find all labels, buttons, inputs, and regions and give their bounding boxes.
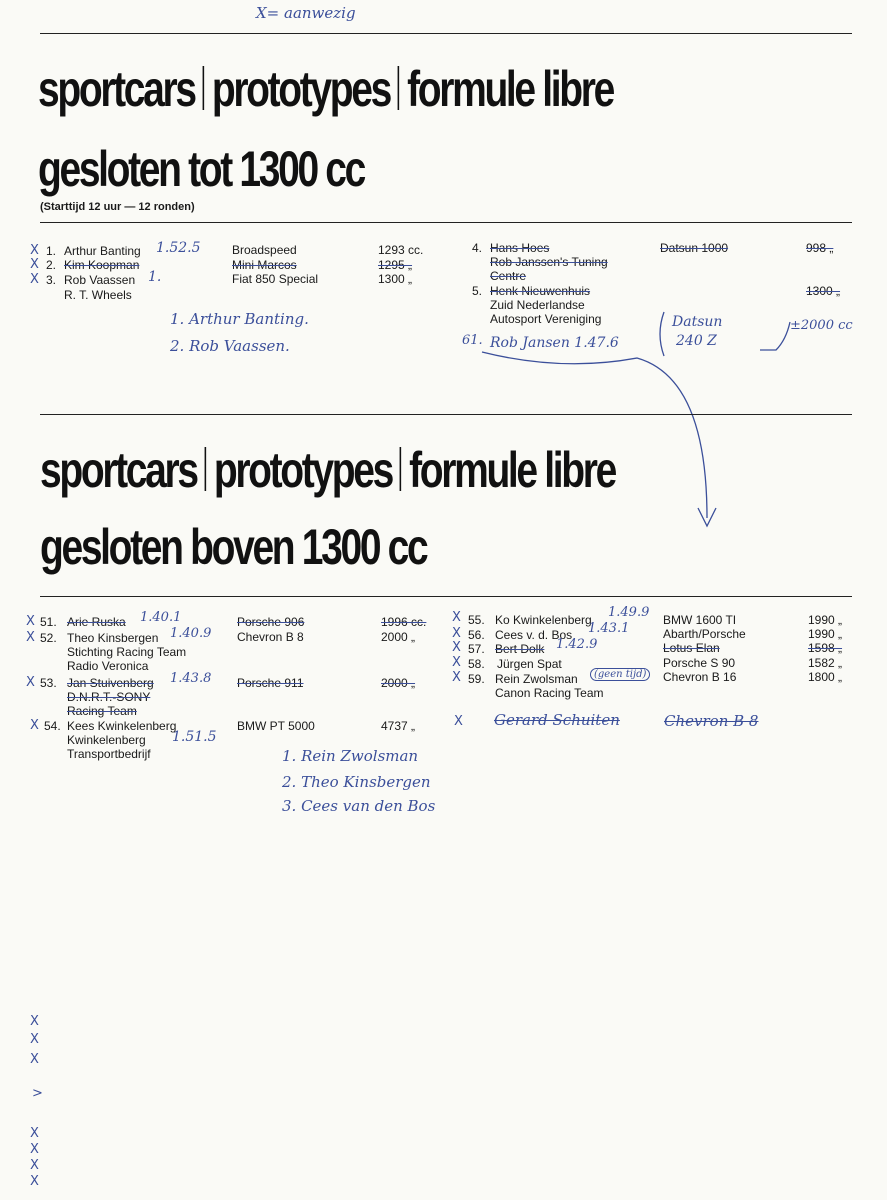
present-mark: X [452,655,461,670]
entry-car: BMW 1600 TI [663,613,737,627]
entry-cc: 1300 „ [378,272,413,286]
entry-driver: Cees v. d. Bos [495,628,573,642]
present-mark: X [26,630,35,645]
entry-car: Abarth/Porsche [663,627,746,641]
entry-number: 51. [40,615,57,629]
entry-car: Broadspeed [232,243,297,257]
present-mark: X [30,257,39,272]
entry-car: Datsun 1000 [660,241,729,255]
handwritten-time: 1.52.5 [156,240,201,256]
entry-number: 54. [44,719,61,733]
entry-driver: Hans Hoes [490,241,550,255]
entry-car: BMW PT 5000 [237,719,315,733]
entry-cc: 4737 „ [381,719,416,733]
entry-number: 59. [468,672,485,686]
title-part: formule libre [407,61,613,117]
entry-number: 56. [468,628,485,642]
entry-cc: 1582 „ [808,656,843,670]
entry-number: 58. [468,657,485,671]
handwritten-car: Chevron B 8 [664,712,759,730]
entry-number: 2. [46,258,57,272]
entry-cc: 1996 cc. [381,615,427,629]
entry-cc: 1990 „ [808,613,843,627]
entry-driver: Jan Stuivenberg [67,676,154,690]
entry-team: Autosport Vereniging [490,312,602,326]
entry-team: Stichting Racing Team [67,645,187,659]
section2-top-rule [40,414,852,415]
entry-team: Canon Racing Team [495,686,604,700]
handwritten-time: 1.40.9 [170,626,212,641]
present-mark: X [452,640,461,655]
entry-team: Transportbedrijf [67,747,151,761]
entry-cc: 2000 „ [381,676,416,690]
title-part: prototypes [211,61,390,117]
entry-team: Radio Veronica [67,659,149,673]
title-part: sportcars [38,61,195,117]
entry-cc: 2000 „ [381,630,416,644]
entry-cc: 1598 „ [808,641,843,655]
entry-car: Porsche 911 [237,676,304,690]
title-part: sportcars [40,442,197,498]
entry-car: Fiat 850 Special [232,272,319,286]
entry-cc: 1990 „ [808,627,843,641]
entry-driver: Henk Nieuwenhuis [490,284,591,298]
handwritten-result: 1. Rein Zwolsman [282,747,419,765]
handwritten-car: Datsun [672,314,723,330]
handwritten-time: 1.43.8 [170,671,212,686]
section1-start-time: (Starttijd 12 uur — 12 ronden) [40,201,195,213]
entry-number: 53. [40,676,57,690]
entry-car: Porsche 906 [237,615,305,629]
handwritten-number: 61. [462,333,483,348]
margin-mark: X [30,1158,39,1173]
entry-number: 52. [40,631,57,645]
entry-cc: 1295 „ [378,258,413,272]
present-mark: X [454,714,463,729]
handwritten-result: 1. Arthur Banting. [170,310,309,328]
entry-number: 1. [46,244,57,258]
entry-team: D.N.R.T.-SONY [67,690,151,704]
entry-driver: Ko Kwinkelenberg [495,613,592,627]
entry-team: Centre [490,269,527,283]
margin-mark: X [30,1126,39,1141]
entry-car: Chevron B 8 [237,630,304,644]
entry-team: Racing Team [67,704,137,718]
entry-number: 57. [468,642,485,656]
margin-mark: X [30,1014,39,1029]
handwritten-time: 1.49.9 [608,605,650,620]
entry-driver: Arie Ruska [67,615,126,629]
present-mark: X [30,718,39,733]
entry-driver: Jürgen Spat [497,657,562,671]
present-mark: X [26,614,35,629]
entry-number: 55. [468,613,485,627]
entry-team: Rob Janssen's Tuning [490,255,608,269]
entry-team: Zuid Nederlandse [490,298,585,312]
entry-number: 3. [46,273,57,287]
handwritten-time: 1.42.9 [556,637,598,652]
handwritten-entry: Gerard Schuiten [494,711,620,729]
entry-driver: Rob Vaassen [64,273,136,287]
entry-driver: Bert Dolk [495,642,545,656]
entry-number: 5. [472,284,483,298]
entry-car: Porsche S 90 [663,656,736,670]
handwritten-result: 2. Theo Kinsbergen [282,773,431,791]
handwritten-time: 1. [148,269,162,285]
handwritten-note: (geen tijd) [590,668,650,681]
entry-team: Kwinkelenberg [67,733,146,747]
entry-team: R. T. Wheels [64,288,132,302]
handwritten-result: 2. Rob Vaassen. [170,337,290,355]
entry-car: Chevron B 16 [663,670,737,684]
present-mark: X [30,272,39,287]
handwritten-entry: Rob Jansen 1.47.6 [490,335,619,351]
margin-mark: X [30,1032,39,1047]
handwritten-time: 1.51.5 [172,729,217,745]
entry-car: Lotus Elan [663,641,720,655]
present-mark: X [452,626,461,641]
entry-cc: 1300 „ [806,284,841,298]
handwritten-car: 240 Z [676,333,717,349]
margin-mark: > [32,1086,43,1101]
present-mark: X [452,610,461,625]
entry-car: Mini Marcos [232,258,297,272]
handwritten-time: 1.43.1 [588,621,630,636]
section2-subtitle: gesloten boven 1300 cc [40,519,427,575]
entry-number: 4. [472,241,483,255]
entry-driver: Rein Zwolsman [495,672,578,686]
entry-driver: Theo Kinsbergen [67,631,159,645]
handwritten-cc: ±2000 cc [790,318,853,333]
margin-mark: X [30,1142,39,1157]
present-mark: X [452,670,461,685]
present-mark: X [30,243,39,258]
section2-rule [40,596,852,597]
note-aanwezig: X= aanwezig [256,4,356,22]
section1-subtitle: gesloten tot 1300 cc [38,141,365,197]
margin-mark: X [30,1052,39,1067]
entry-cc: 998 „ [806,241,834,255]
entry-driver: Kim Koopman [64,258,140,272]
title-part: prototypes [213,442,392,498]
section2-title [40,441,615,499]
entry-cc: 1293 cc. [378,243,424,257]
entry-driver: Arthur Banting [64,244,141,258]
margin-mark: X [30,1174,39,1189]
handwritten-result: 3. Cees van den Bos [282,797,436,815]
present-mark: X [26,675,35,690]
handwritten-time: 1.40.1 [140,610,182,625]
title-part: formule libre [409,442,615,498]
entry-cc: 1800 „ [808,670,843,684]
entry-driver: Kees Kwinkelenberg [67,719,177,733]
